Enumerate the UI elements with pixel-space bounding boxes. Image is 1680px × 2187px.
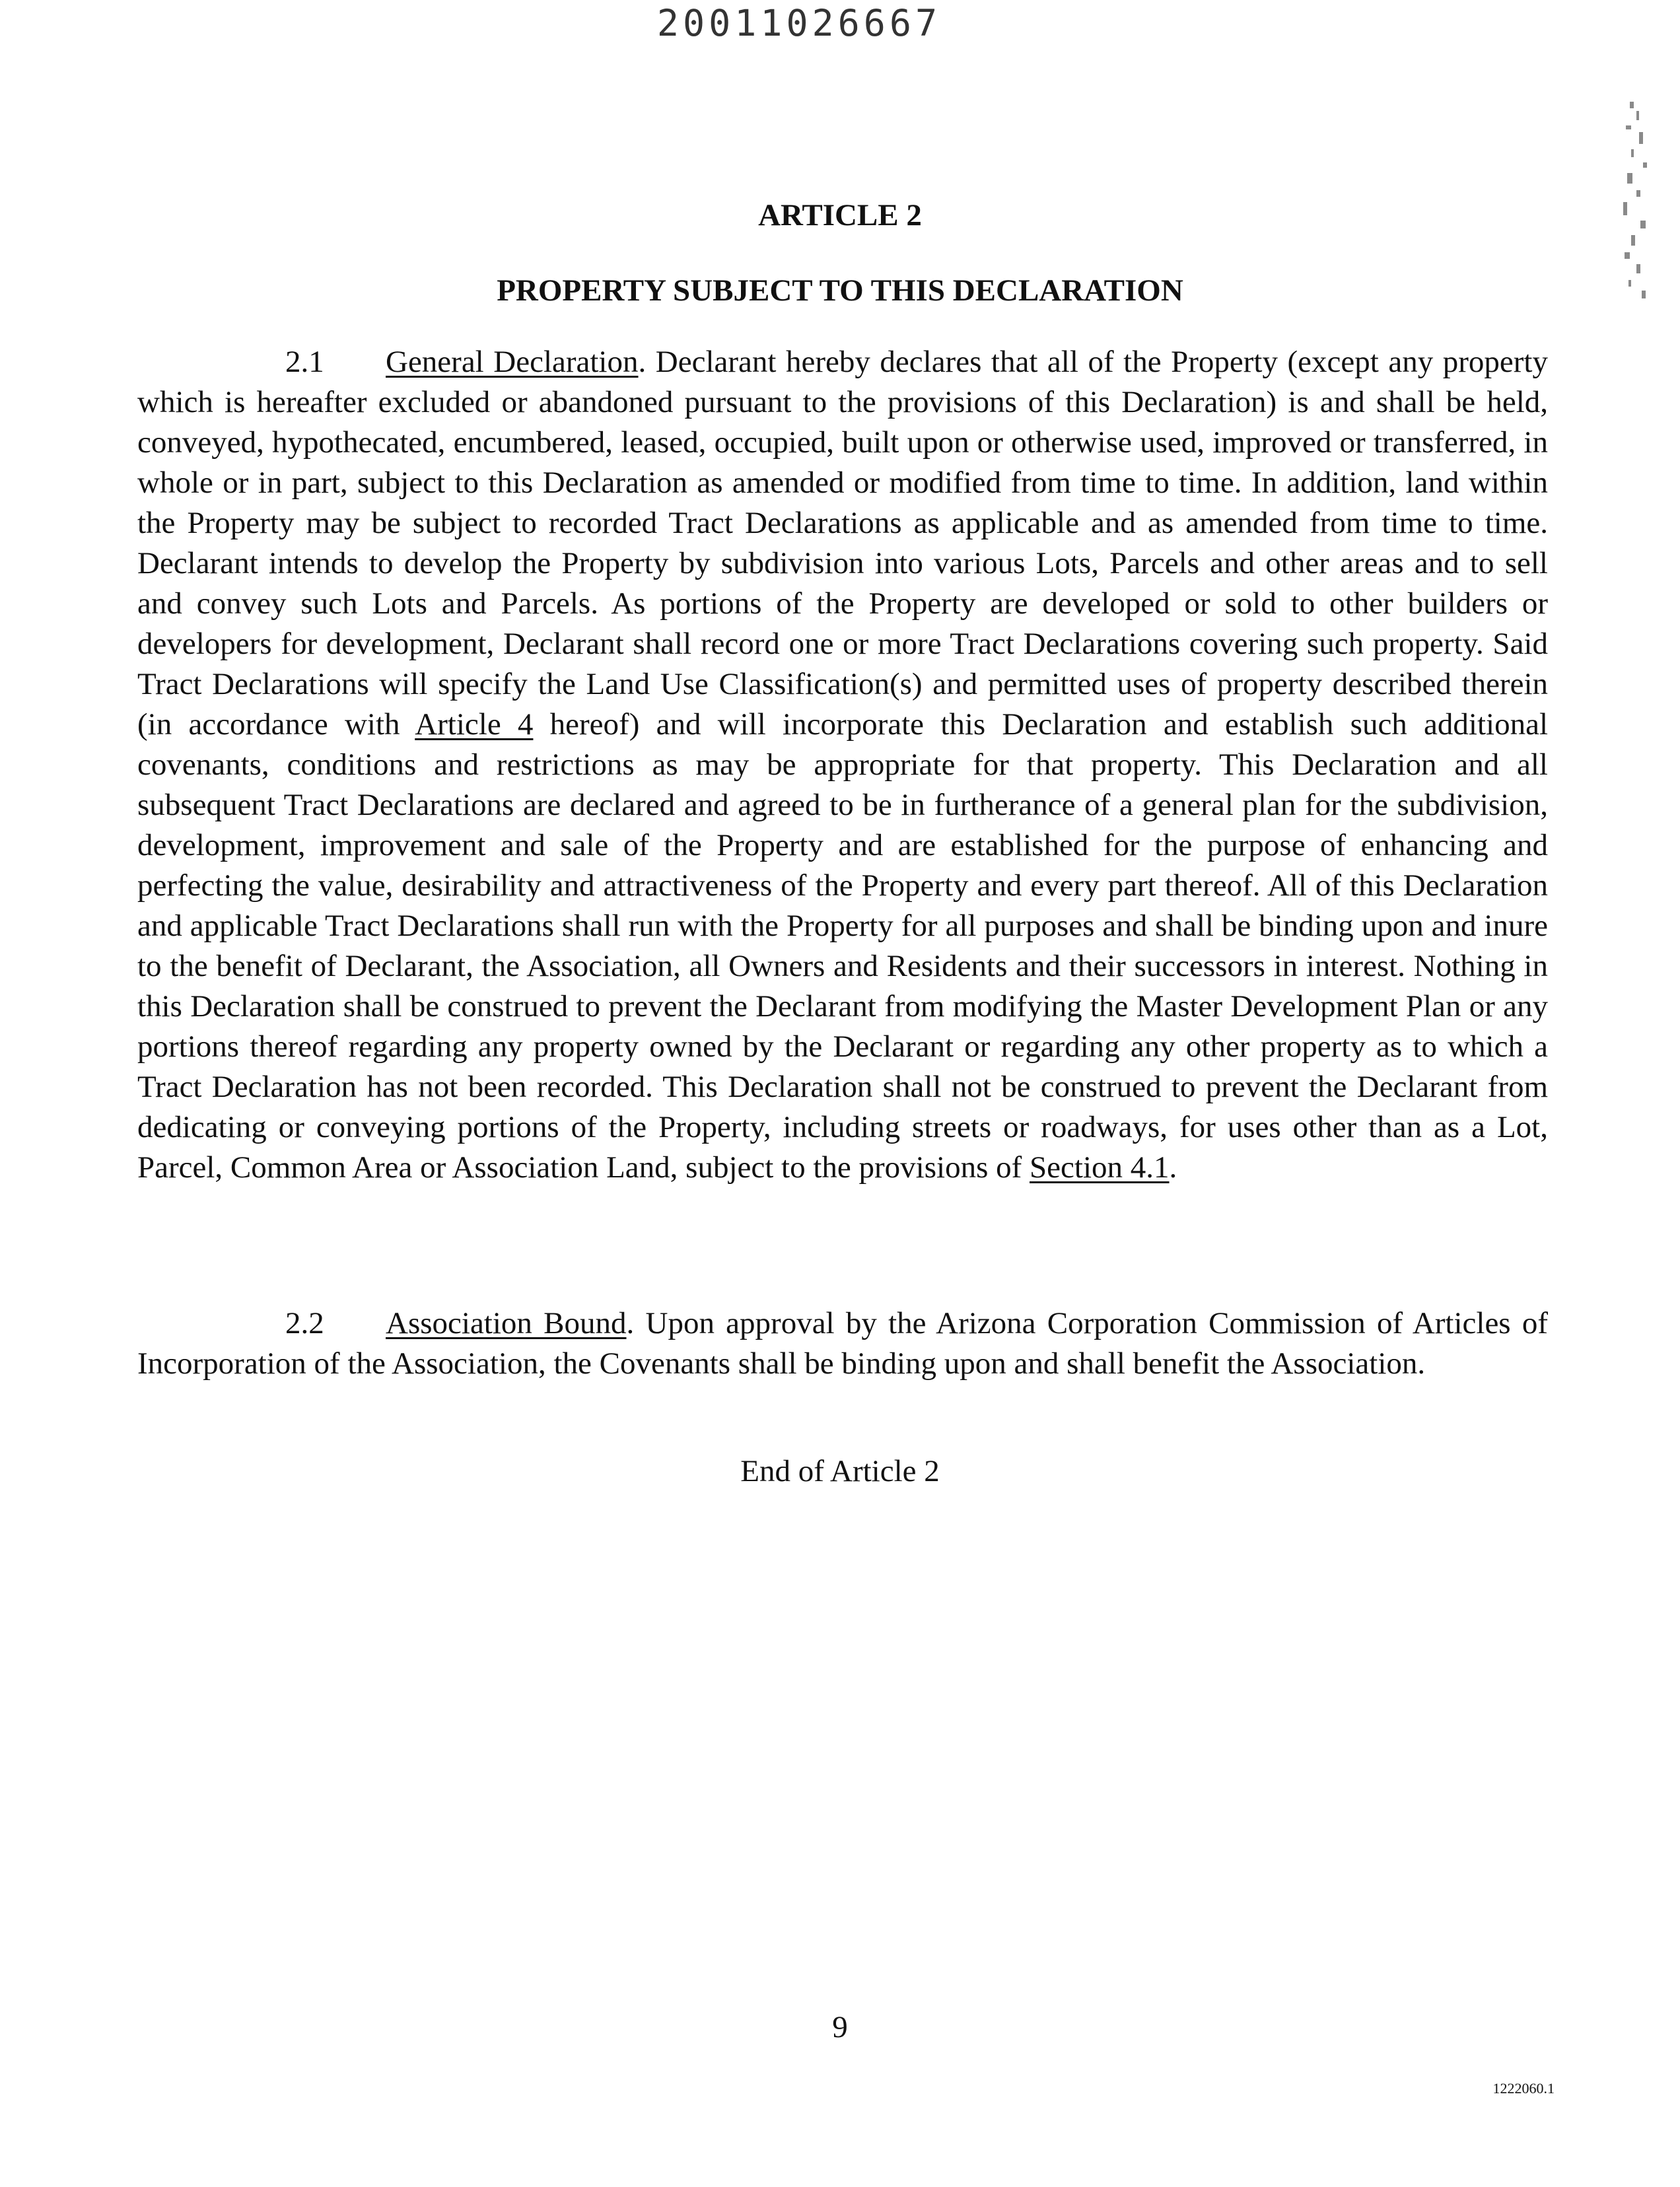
page-number: 9 bbox=[832, 2010, 848, 2044]
section-number: 2.1 bbox=[285, 345, 324, 379]
recording-number: 20011026667 bbox=[656, 2, 942, 44]
section-text: . Declarant hereby declares that all of the Property (except any property which is hereafter excluded or abandoned pursuant to the provisions of this Declaration) is and shall be held, conveyed, hypothecated, encumbered, leased, occupied, built upon or otherwise used, improved or transferred, in whole or in part, subject to this Declaration as amended or modified from time to time. In addition, land within the Property may be subject to recorded Tract Declarations as applicable and as amended from time to time. Declarant intends to develop the Property by subdivision into various Lots, Parcels and other areas and to sell and convey such Lots and Parcels. As portions of the Property are developed or sold to other builders or developers for development, Declarant shall record one or more Tract Declarations covering such property. Said Tract Declarations will specify the Land Use Classification(s) and permitted uses of property described therein (in accordance with bbox=[137, 345, 1548, 742]
section-text: . bbox=[1169, 1150, 1177, 1185]
section-2-1-paragraph bbox=[137, 342, 1548, 1188]
section-text: . Upon approval by the Arizona Corporation Commission of Articles of Incorporation of the Association, the Covenants shall be binding upon and shall benefit the Association. bbox=[137, 1306, 1548, 1381]
section-number: 2.2 bbox=[285, 1306, 324, 1340]
section-text: hereof) and will incorporate this Declaration and establish such additional covenants, conditions and restrictions as may be appropriate for that property. This Declaration and all subsequent Tract Declarations are declared and agreed to be in furtherance of a general plan for the subdivision, development, improvement and sale of the Property and are established for the purpose of enhancing and perfecting the value, desirability and attractiveness of the Property and every part thereof. All of this Declaration and applicable Tract Declarations shall run with the Property for all purposes and shall be binding upon and inure to the benefit of Declarant, the Association, all Owners and Residents and their successors in interest. Nothing in this Declaration shall be construed to prevent the Declarant from modifying the Master Development Plan or any portions thereof regarding any property owned by the Declarant or regarding any other property as to which a Tract Declaration has not been recorded. This Declaration shall not be construed to prevent the Declarant from dedicating or conveying portions of the Property, including streets or roadways, for uses other than as a Lot, Parcel, Common Area or Association Land, subject to the provisions of bbox=[137, 707, 1548, 1185]
article-title: ARTICLE 2 bbox=[758, 198, 922, 232]
article-subtitle: PROPERTY SUBJECT TO THIS DECLARATION bbox=[497, 273, 1183, 308]
end-of-article: End of Article 2 bbox=[740, 1454, 940, 1488]
section-2-2-paragraph bbox=[137, 1303, 1548, 1384]
section-4-1-reference: Section 4.1 bbox=[1030, 1150, 1170, 1185]
document-reference: 1222060.1 bbox=[1492, 2080, 1555, 2097]
article-4-reference: Article 4 bbox=[415, 707, 534, 742]
section-heading: Association Bound bbox=[386, 1306, 627, 1340]
section-heading: General Declaration bbox=[386, 345, 639, 379]
